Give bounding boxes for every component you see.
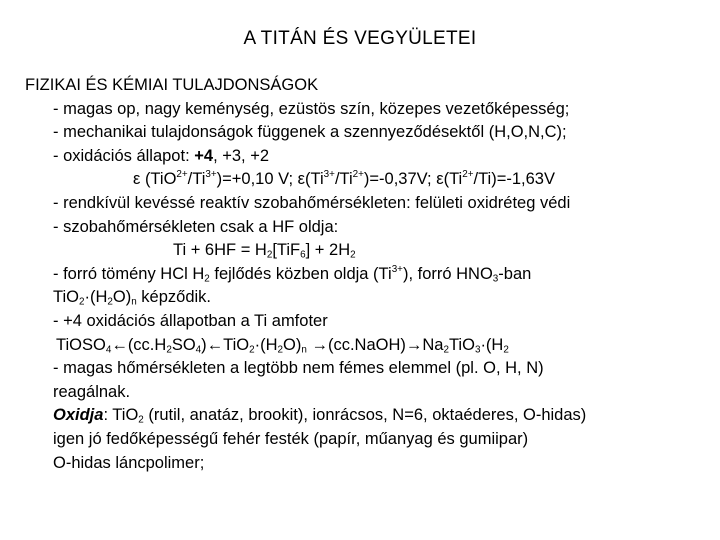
pigment-line: igen jó fedőképességű fehér festék (papír, műanyag és gumiipar) [53, 429, 529, 448]
property-line-6: - szobahőmérsékleten csak a HF oldja: [53, 217, 339, 236]
property-line-1: - magas op, nagy keménység, ezüstös szín, közepes vezetőképesség; [53, 99, 570, 118]
slide-body [25, 74, 715, 475]
oxide-line: Oxidja: TiO$_2$ (rutil, anatáz, brookit), ionrácsos, N=6, oktaéderes, O-hidas) [53, 406, 587, 426]
oxidation-states-line: - oxidációs állapot: +4, +3, +2 [53, 146, 270, 165]
potential-equation: ε $(TiO^{2+}/Ti^{3+})=+0,10$ V; $\varepsilon(Ti^{3+}/Ti^{2+})=-0,37V$; $\varepsilon(Ti^{2+}/Ti)=-1,63V$ [133, 169, 555, 189]
hcl-line: - forró tömény HCl $H_2$ fejlődés közben oldja $(Ti^{3+})$, forró $HNO_3$-ban [53, 263, 532, 285]
amphoteric-line: - +4 oxidációs állapotban a Ti amfoter [53, 311, 328, 330]
amphoteric-equation: $TiOSO_4\leftarrow(cc.H_2SO_4)\leftarrow TiO_2\cdot(H_2O)_n$ $\to(cc.NaOH)\to Na_2TiO_3\cdot(H_2$ [56, 335, 509, 355]
hf-reaction-equation: $Ti + 6HF = H_2[TiF_6] + 2H_2$ [173, 241, 356, 261]
high-temp-continuation-line: reagálnak. [53, 382, 131, 401]
slide-title: A TITÁN ÉS VEGYÜLETEI [243, 28, 477, 49]
high-temp-line: - magas hőmérsékleten a legtöbb nem fémes elemmel (pl. O, H, N) [53, 359, 544, 378]
hno3-continuation-line: $TiO_2\cdot(H_2O)_n$ képződik. [53, 288, 212, 308]
property-line-5: - rendkívül kevéssé reaktív szobahőmérsékleten: felületi oxidréteg védi [53, 193, 571, 212]
property-line-2: - mechanikai tulajdonságok függenek a szennyeződésektől (H,O,N,C); [53, 123, 567, 142]
section-heading: FIZIKAI ÉS KÉMIAI TULAJDONSÁGOK [25, 76, 319, 94]
polymer-line: O-hidas láncpolimer; [53, 453, 205, 472]
